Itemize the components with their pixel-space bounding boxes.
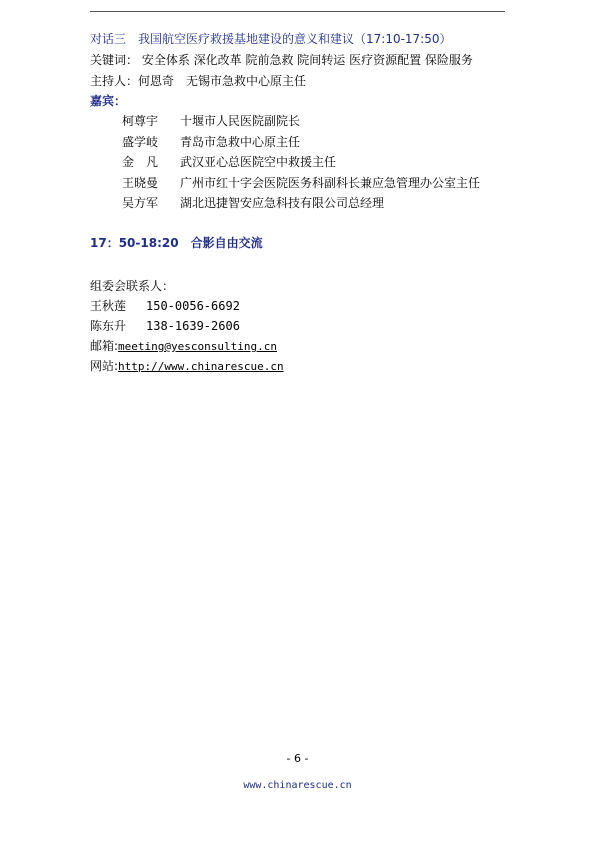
email-link[interactable]: meeting@yesconsulting.cn — [118, 340, 277, 353]
contacts-label: 组委会联系人： — [90, 279, 175, 293]
guest-name: 王晓曼 — [122, 176, 159, 190]
page-number: - 6 - — [286, 752, 309, 765]
email-label: 邮箱: — [90, 339, 119, 353]
keywords-text: 安全体系 深化改革 院前急救 院间转运 医疗资源配置 保险服务 — [141, 53, 473, 67]
guest-title: 广州市红十字会医院医务科副科长兼应急管理办公室主任 — [180, 176, 481, 190]
header-rule — [90, 11, 505, 12]
guest-item — [122, 175, 480, 191]
guest-item — [122, 134, 300, 150]
guest-name: 柯尊宇 — [122, 114, 159, 128]
contact-name: 王秋莲 — [90, 299, 127, 313]
keywords-label: 关键词： — [90, 53, 139, 67]
contact-item — [90, 298, 240, 314]
guests-label: 嘉宾： — [90, 94, 127, 108]
guest-item — [122, 154, 336, 170]
website-link[interactable]: http://www.chinarescue.cn — [118, 360, 284, 373]
footer-url: www.chinarescue.cn — [243, 780, 352, 791]
guest-name: 盛学岐 — [122, 135, 159, 149]
dialogue-title: 对话三 我国航空医疗救援基地建设的意义和建议（17:10-17:50） — [90, 32, 452, 46]
guest-item — [122, 195, 384, 211]
contact-phone: 150-0056-6692 — [146, 299, 240, 313]
guest-title: 十堰市人民医院副院长 — [180, 114, 301, 128]
guest-name: 吴方军 — [122, 196, 159, 210]
guest-title: 武汉亚心总医院空中救援主任 — [180, 155, 337, 169]
contact-phone: 138-1639-2606 — [146, 319, 240, 333]
website-line — [90, 358, 284, 375]
contact-name: 陈东升 — [90, 319, 127, 333]
host-line: 主持人：何恩奇 无锡市急救中心原主任 — [90, 74, 307, 88]
guest-item — [122, 113, 300, 129]
guest-title: 湖北迅捷智安应急科技有限公司总经理 — [180, 196, 385, 210]
website-label: 网站: — [90, 359, 119, 373]
contact-item — [90, 318, 240, 334]
guest-name: 金 凡 — [122, 155, 159, 169]
email-line — [90, 338, 277, 355]
closing-session: 17：50-18:20 合影自由交流 — [90, 236, 263, 250]
guest-title: 青岛市急救中心原主任 — [180, 135, 301, 149]
keywords-line — [90, 52, 473, 68]
